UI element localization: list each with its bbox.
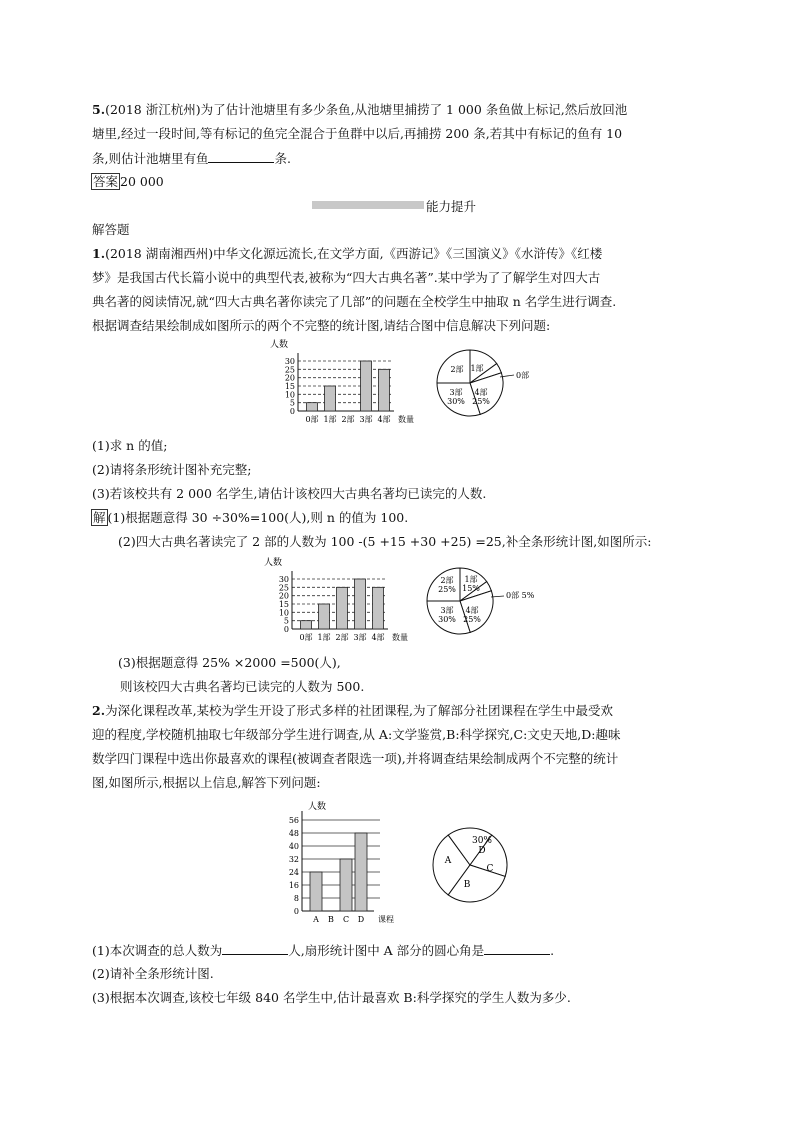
q5-number: 5. [92, 102, 106, 117]
pie-label: 0部 [516, 371, 530, 380]
pie-label: 0部 5% [506, 591, 535, 600]
y-tick-label: 20 [278, 591, 289, 601]
y-tick-label: 30 [278, 575, 289, 584]
x-tick-label: 4部 [377, 415, 391, 424]
answer-label: 答案 [93, 174, 119, 189]
x-tick-label: 4部 [371, 633, 385, 642]
pie-label: 3部 [440, 606, 454, 615]
q5-text-3a: 条,则估计池塘里有鱼 [92, 151, 209, 166]
section-header-bar [312, 201, 424, 209]
y-tick-label: 20 [284, 373, 295, 383]
q1-text-1: (2018 湖南湘西州)中华文化源远流长,在文学方面,《西游记》《三国演义》《水浒传》《红楼 [105, 246, 603, 261]
y-tick-label: 0 [293, 907, 299, 916]
pie-label: 30% [438, 615, 456, 624]
x-tick-label: 3部 [353, 633, 367, 642]
x-axis-title: 数量 [398, 415, 414, 424]
question-type: 解答题 [92, 222, 130, 237]
bar [355, 579, 366, 629]
pie-label: B [463, 880, 471, 890]
y-tick-label: 24 [288, 868, 299, 877]
q1-pie-chart [430, 345, 540, 425]
y-tick-label: 10 [284, 390, 295, 400]
bar [340, 859, 352, 911]
bar [337, 587, 348, 629]
q1-line1 [92, 246, 602, 262]
pie-label: 15% [462, 584, 480, 593]
q2-part1-text-c: . [550, 943, 555, 958]
pie-label: 25% [472, 397, 490, 406]
q2-angle-blank[interactable] [484, 942, 550, 955]
q2-part1 [92, 942, 554, 959]
y-tick-label: 0 [289, 407, 295, 416]
pie-label: C [486, 864, 494, 874]
q1-bar-chart [268, 335, 438, 427]
bar [355, 833, 367, 911]
y-tick-label: 5 [289, 398, 295, 408]
q1-line4: 根据调查结果绘制成如图所示的两个不完整的统计图,请结合图中信息解决下列问题: [92, 318, 551, 333]
y-tick-label: 40 [288, 842, 299, 851]
x-tick-label: 2部 [341, 415, 355, 424]
y-tick-label: 30 [284, 357, 295, 366]
q2-text-1: 为深化课程改革,某校为学生开设了形式多样的社团课程,为了解部分社团课程在学生中最受欢 [105, 703, 614, 718]
y-tick-label: 25 [278, 583, 289, 593]
q2-pie-chart [430, 825, 510, 905]
bar [319, 604, 330, 629]
q2-part1-text-b: 人,扇形统计图中 A 部分的圆心角是 [288, 943, 485, 958]
q2-total-blank[interactable] [222, 942, 288, 955]
section-title: 能力提升 [426, 199, 477, 214]
x-axis-title: 数量 [392, 633, 408, 642]
answer-value: 20 000 [120, 174, 164, 189]
q2-line1 [92, 703, 613, 719]
pie-label: A [444, 856, 452, 866]
pie-label: 25% [463, 615, 481, 624]
y-tick-label: 16 [288, 881, 299, 890]
pie-label: 1部 [464, 575, 478, 584]
bar [379, 369, 390, 411]
x-tick-label: A [313, 915, 319, 924]
q2-line2: 迎的程度,学校随机抽取七年级部分学生进行调查,从 A:文学鉴赏,B:科学探究,C:文史天地,D:趣味 [92, 727, 621, 742]
pie-label: D [478, 846, 486, 856]
bar [307, 403, 318, 411]
q1-solution-bar-chart [262, 553, 432, 645]
x-tick-label: 1部 [317, 633, 331, 642]
x-tick-label: C [342, 915, 350, 924]
solution-label: 解 [93, 510, 106, 525]
x-tick-label: B [328, 915, 334, 924]
x-tick-label: D [357, 915, 365, 924]
y-tick-label: 32 [288, 855, 299, 864]
q5-answer [91, 174, 164, 190]
bar [325, 386, 336, 411]
y-tick-label: 25 [284, 365, 295, 375]
q1-number: 1. [92, 246, 106, 261]
x-tick-label: 1部 [323, 415, 337, 424]
y-axis-title: 人数 [264, 558, 283, 568]
q1-solution-3: (3)根据题意得 25% ×2000 =500(人), [118, 655, 341, 670]
y-axis-title: 人数 [308, 802, 327, 812]
q5-line1 [92, 102, 627, 118]
q2-part2: (2)请补全条形统计图. [92, 966, 214, 981]
q2-line4: 图,如图所示,根据以上信息,解答下列问题: [92, 775, 321, 790]
y-tick-label: 56 [288, 816, 299, 825]
q2-number: 2. [92, 703, 106, 718]
q5-line3 [92, 150, 291, 167]
q5-line2: 塘里,经过一段时间,等有标记的鱼完全混合于鱼群中以后,再捕捞 200 条,若其中有标记的鱼有 10 [92, 126, 623, 141]
y-tick-label: 8 [293, 894, 299, 903]
q2-part1-text-a: (1)本次调查的总人数为 [92, 943, 223, 958]
q5-text-1: (2018 浙江杭州)为了估计池塘里有多少条鱼,从池塘里捕捞了 1 000 条鱼做上标记,然后放回池 [105, 102, 628, 117]
q5-text-3b: 条. [274, 151, 291, 166]
bar [310, 872, 322, 911]
x-tick-label: 2部 [335, 633, 349, 642]
q1-solution-pie-chart [420, 563, 550, 643]
q1-solution-2: (2)四大古典名著读完了 2 部的人数为 100 -(5 +15 +30 +25) =25,补全条形统计图,如图所示: [118, 534, 652, 549]
q2-bar-chart [280, 803, 420, 928]
bar [301, 621, 312, 629]
q1-part3: (3)若该校共有 2 000 名学生,请估计该校四大古典名著均已读完的人数. [92, 486, 487, 501]
x-tick-label: 0部 [305, 415, 319, 424]
q1-solution-4: 则该校四大古典名著均已读完的人数为 500. [120, 679, 365, 694]
pie-label: 30% [447, 397, 465, 406]
q2-part3: (3)根据本次调查,该校七年级 840 名学生中,估计最喜欢 B:科学探究的学生人数为多少. [92, 990, 571, 1005]
pie-label: 2部 [440, 576, 454, 585]
y-tick-label: 5 [283, 616, 289, 626]
pie-label: 25% [438, 585, 456, 594]
q1-solution-text-1: (1)根据题意得 30 ÷30%=100(人),则 n 的值为 100. [107, 510, 409, 525]
y-axis-title: 人数 [270, 340, 289, 350]
pie-label: 3部 [449, 388, 463, 397]
q1-part2: (2)请将条形统计图补充完整; [92, 462, 252, 477]
bar [373, 587, 384, 629]
q1-solution-1 [91, 510, 408, 526]
x-tick-label: 3部 [359, 415, 373, 424]
section-header [312, 197, 484, 213]
y-tick-label: 10 [278, 608, 289, 618]
q1-part1: (1)求 n 的值; [92, 438, 168, 453]
pie-label: 4部 [465, 606, 479, 615]
y-tick-label: 15 [284, 382, 295, 391]
bar [361, 361, 372, 411]
q1-line3: 典名著的阅读情况,就“四大古典名著你读完了几部”的问题在全校学生中抽取 n 名学生进行调查. [92, 294, 617, 309]
q2-line3: 数学四门课程中选出你最喜欢的课程(被调查者限选一项),并将调查结果绘制成两个不完整的统计 [92, 751, 619, 766]
x-tick-label: 0部 [299, 633, 313, 642]
pie-label: 30% [471, 836, 493, 846]
pie-label: 1部 [470, 364, 484, 373]
q5-answer-blank[interactable] [208, 150, 274, 163]
y-tick-label: 15 [278, 600, 289, 609]
x-axis-title: 课程 [378, 915, 394, 924]
q1-line2: 梦》是我国古代长篇小说中的典型代表,被称为“四大古典名著”.某中学为了了解学生对四大古 [92, 270, 601, 285]
y-tick-label: 48 [288, 829, 299, 838]
pie-label: 4部 [474, 388, 488, 397]
y-tick-label: 0 [283, 625, 289, 634]
pie-label: 2部 [450, 365, 464, 374]
